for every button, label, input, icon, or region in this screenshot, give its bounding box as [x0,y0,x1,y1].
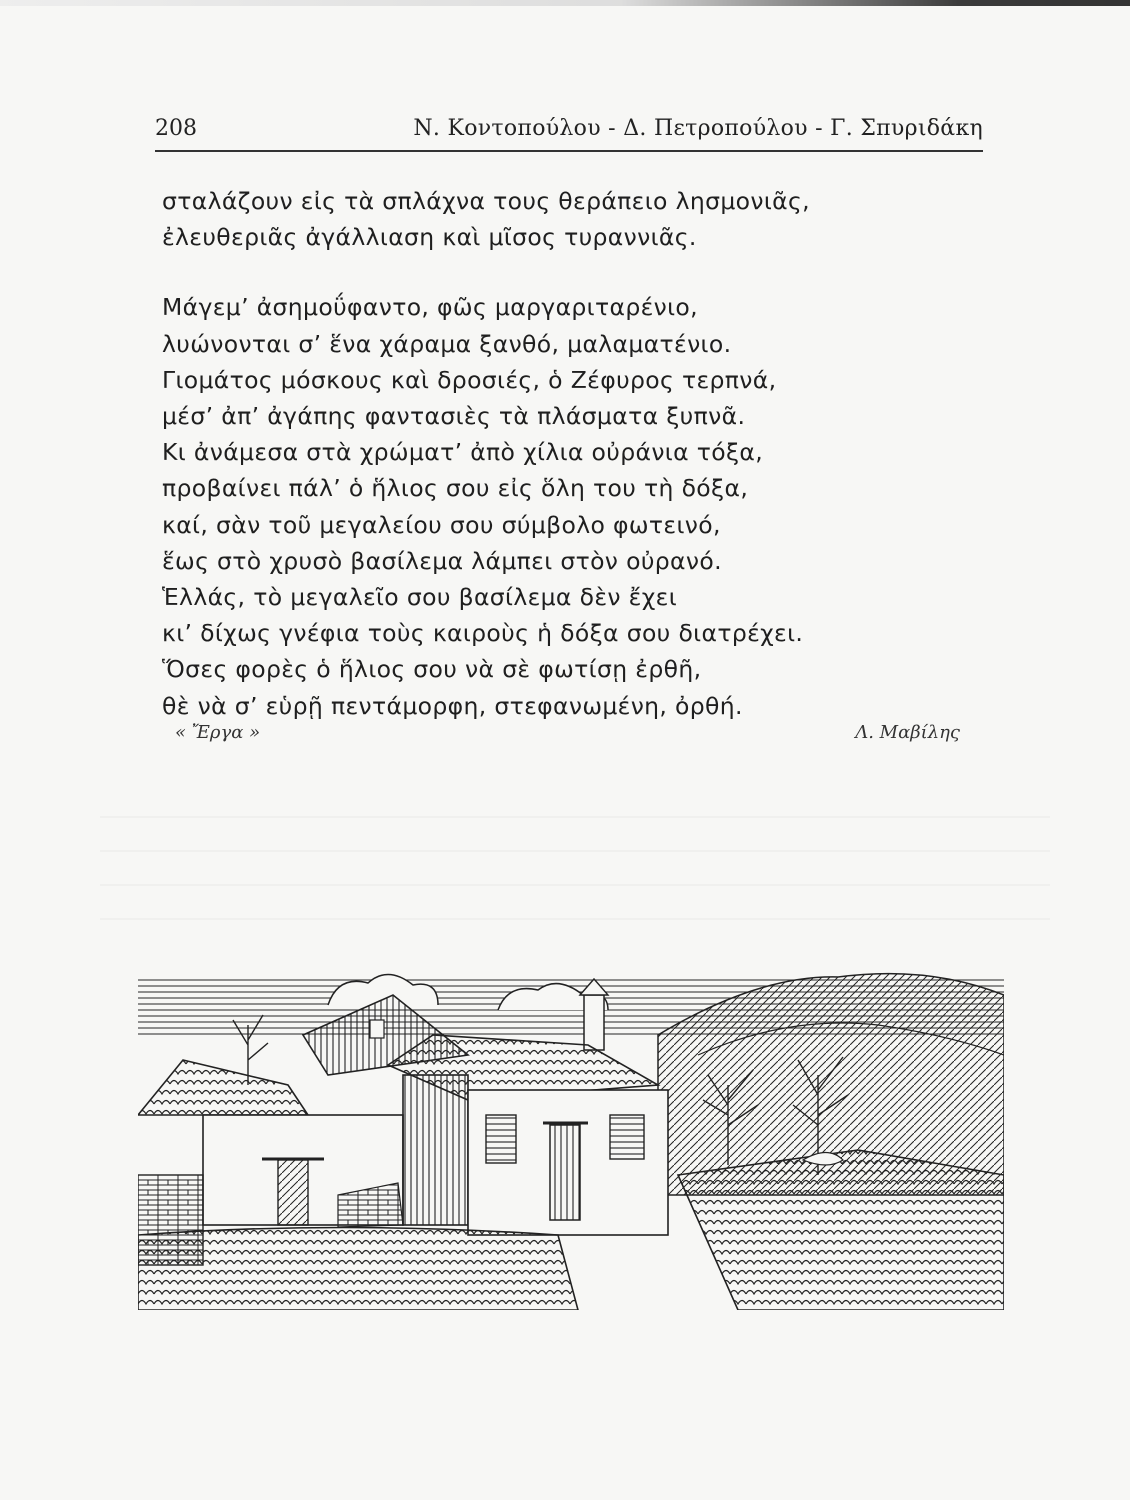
poem-line: ἐλευθεριᾶς ἀγάλλιαση καὶ μῖσος τυραννιᾶς. [162,223,697,252]
stanza-1 [162,183,922,255]
poem-line: ἕως στὸ χρυσὸ βασίλεμα λάμπει στὸν οὐρανό. [162,546,722,575]
poem-line: Μάγεμ’ ἀσημοΰφαντο, φῶς μαργαριταρένιο, [162,293,698,322]
poem-line: προβαίνει πάλ’ ὁ ἥλιος σου εἰς ὅλη του τὴ δόξα, [162,474,749,503]
poem-line: θὲ νὰ σ’ εὑρῇ πεντάμορφη, στεφανωμένη, ὀρθή. [162,691,743,720]
poem-line: Ὅσες φορὲς ὁ ἥλιος σου νὰ σὲ φωτίσῃ ἐρθῆ, [162,655,702,684]
attribution [175,722,960,752]
page-header [155,110,983,154]
author-name: Λ. Μαβίλης [855,722,960,743]
stanza-2 [162,289,922,723]
poem-line: μέσ’ ἀπ’ ἀγάπης φαντασιὲς τὰ πλάσματα ξυπνᾶ. [162,402,746,431]
scan-edge [0,0,1130,6]
village-illustration [138,965,1004,1310]
poem-line: καί, σὰν τοῦ μεγαλείου σου σύμβολο φωτεινό, [162,510,721,539]
source-title: « Ἔργα » [175,722,261,743]
running-head: Ν. Κοντοπούλου - Δ. Πετροπούλου - Γ. Σπυριδάκη [413,116,983,141]
poem-line: Ἑλλάς, τὸ μεγαλεῖο σου βασίλεμα δὲν ἔχει [162,583,678,612]
poem-line: λυώνονται σ’ ἕνα χάραμα ξανθό, μαλαματένιο. [162,329,732,358]
village-sketch [138,965,1004,1310]
page-number: 208 [155,116,197,141]
header-rule [155,150,983,152]
poem [162,183,922,724]
poem-line: κι’ δίχως γνέφια τοὺς καιροὺς ἡ δόξα σου διατρέχει. [162,619,804,648]
poem-line: σταλάζουν εἰς τὰ σπλάχνα τους θεράπειο λησμονιᾶς, [162,187,810,215]
poem-line: Κι ἀνάμεσα στὰ χρώματ’ ἀπὸ χίλια οὐράνια τόξα, [162,438,764,467]
show-through-texture [100,800,1050,950]
poem-line: Γιομάτος μόσκους καὶ δροσιές, ὁ Ζέφυρος τερπνά, [162,365,777,394]
